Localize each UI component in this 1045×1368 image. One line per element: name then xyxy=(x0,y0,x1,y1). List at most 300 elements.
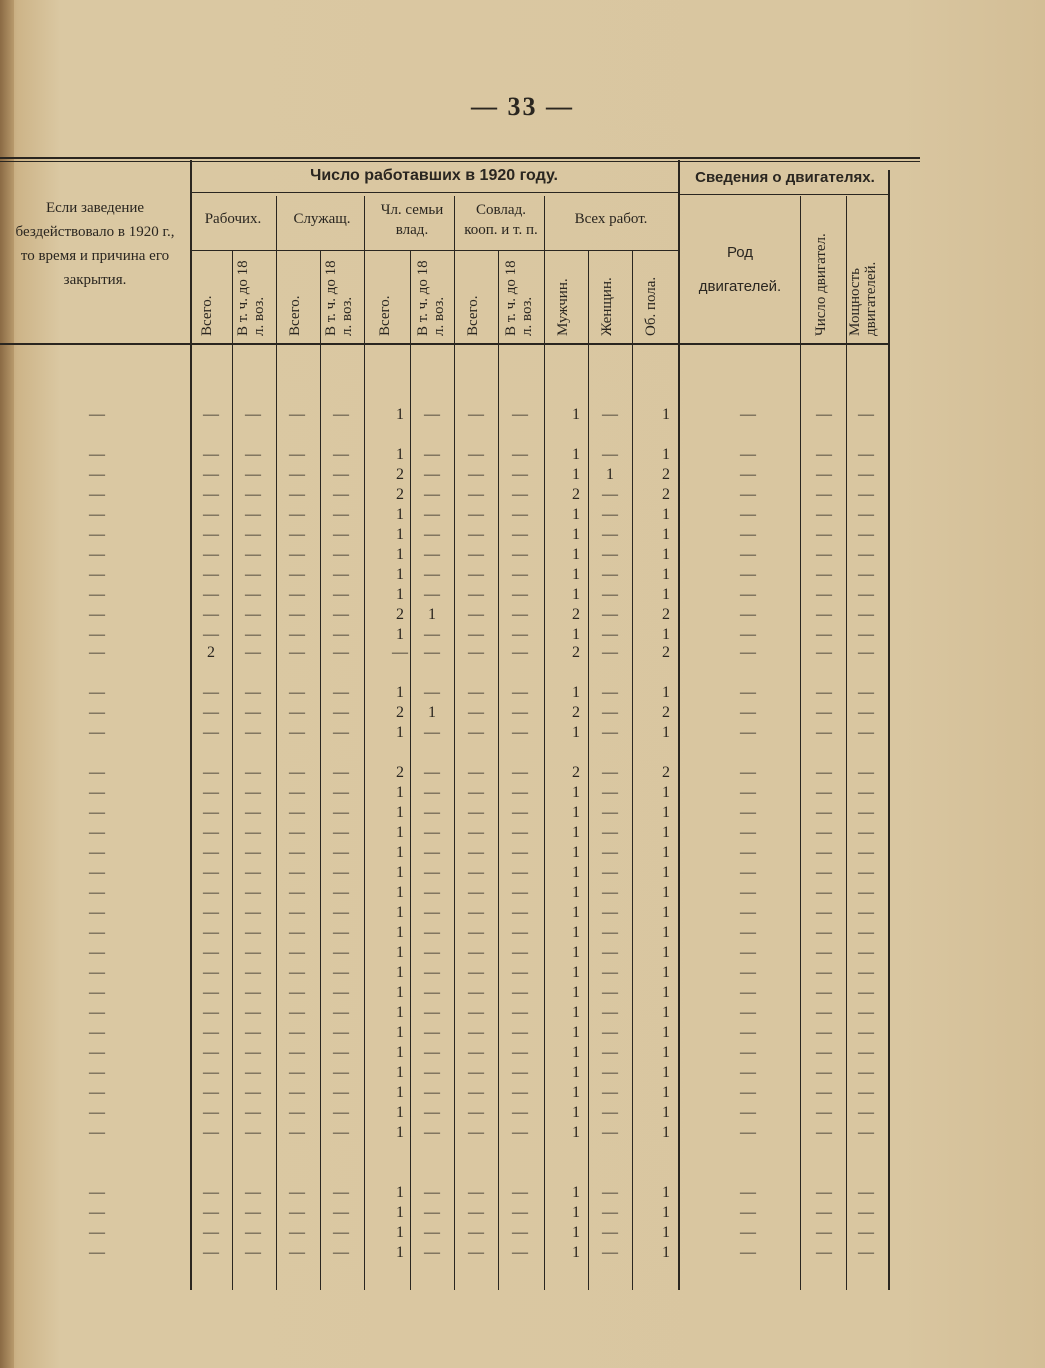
table-cell: — xyxy=(740,864,756,881)
table-cell: — xyxy=(333,1024,349,1041)
table-cell: — xyxy=(858,764,874,781)
table-cell: — xyxy=(468,586,484,603)
table-cell: 2 xyxy=(662,466,670,483)
table-cell: 2 xyxy=(396,704,404,721)
table-cell: — xyxy=(602,586,618,603)
table-cell: — xyxy=(289,684,305,701)
table-cell: 1 xyxy=(662,1224,670,1241)
table-cell: — xyxy=(333,1244,349,1261)
table-cell: — xyxy=(203,1064,219,1081)
table-cell: — xyxy=(468,1124,484,1141)
table-cell: — xyxy=(858,566,874,583)
table-cell: 1 xyxy=(396,506,404,523)
table-cell: 2 xyxy=(396,764,404,781)
table-cell: — xyxy=(424,804,440,821)
table-cell: — xyxy=(289,944,305,961)
table-cell: — xyxy=(203,1124,219,1141)
table-cell: — xyxy=(740,1124,756,1141)
table-cell: — xyxy=(89,864,105,881)
table-cell: — xyxy=(512,644,528,661)
table-cell: — xyxy=(89,804,105,821)
table-cell: 1 xyxy=(662,506,670,523)
table-cell: — xyxy=(333,1064,349,1081)
table-cell: — xyxy=(245,506,261,523)
table-cell: — xyxy=(203,684,219,701)
table-cell: — xyxy=(245,526,261,543)
table-cell: 2 xyxy=(662,644,670,661)
table-cell: — xyxy=(245,626,261,643)
table-cell: 2 xyxy=(662,704,670,721)
table-cell: 1 xyxy=(572,1064,580,1081)
table-cell: — xyxy=(858,984,874,1001)
table-cell: — xyxy=(468,764,484,781)
table-cell: — xyxy=(89,1124,105,1141)
table-cell: — xyxy=(512,1084,528,1101)
engine-kind-header xyxy=(680,236,800,304)
table-cell: — xyxy=(89,606,105,623)
table-cell: — xyxy=(333,586,349,603)
table-cell: — xyxy=(289,1004,305,1021)
table-cell: — xyxy=(512,844,528,861)
table-cell: — xyxy=(512,406,528,423)
table-cell: — xyxy=(289,606,305,623)
subgroup-owner-family: Чл. семьи влад. xyxy=(380,202,444,238)
table-cell: — xyxy=(602,644,618,661)
table-cell: — xyxy=(333,784,349,801)
table-cell: 1 xyxy=(396,626,404,643)
table-cell: 1 xyxy=(396,684,404,701)
table-cell: — xyxy=(245,1044,261,1061)
table-cell: — xyxy=(740,1184,756,1201)
table-cell: — xyxy=(468,804,484,821)
table-cell: — xyxy=(245,824,261,841)
table-cell: — xyxy=(203,824,219,841)
table-cell: 1 xyxy=(396,844,404,861)
column-rule xyxy=(632,250,633,1290)
table-cell: — xyxy=(858,844,874,861)
table-cell: — xyxy=(858,1224,874,1241)
table-cell: — xyxy=(602,784,618,801)
engine-power-header: Мощность двигателей. xyxy=(847,261,879,336)
table-cell: 1 xyxy=(396,1084,404,1101)
table-cell: — xyxy=(816,546,832,563)
table-cell: — xyxy=(333,1104,349,1121)
workers-group-header: Число работавших в 1920 году. xyxy=(310,167,558,184)
table-cell: 1 xyxy=(428,704,436,721)
table-cell: — xyxy=(740,1004,756,1021)
table-cell: — xyxy=(858,1244,874,1261)
table-cell: — xyxy=(468,784,484,801)
table-cell: — xyxy=(512,904,528,921)
table-cell: 2 xyxy=(572,704,580,721)
table-cell: — xyxy=(816,1024,832,1041)
subcol-label-6: В т. ч. до 18 л. воз. xyxy=(415,260,447,336)
table-cell: — xyxy=(602,804,618,821)
table-cell: — xyxy=(203,984,219,1001)
table-cell: 1 xyxy=(396,1104,404,1121)
table-cell: — xyxy=(512,964,528,981)
table-cell: — xyxy=(424,824,440,841)
table-cell: — xyxy=(602,1084,618,1101)
table-cell: — xyxy=(333,944,349,961)
column-rule xyxy=(544,196,545,1290)
table-cell: — xyxy=(424,466,440,483)
subgroup-underline xyxy=(190,250,678,251)
table-cell: — xyxy=(89,784,105,801)
table-cell: — xyxy=(602,904,618,921)
table-cell: 2 xyxy=(572,644,580,661)
table-cell: 1 xyxy=(662,904,670,921)
table-cell: — xyxy=(858,1004,874,1021)
table-cell: — xyxy=(858,724,874,741)
column-rule xyxy=(320,250,321,1290)
subcol-label-10: Женщин. xyxy=(599,277,615,336)
table-cell: 1 xyxy=(572,1024,580,1041)
table-cell: — xyxy=(289,546,305,563)
table-cell: 2 xyxy=(662,606,670,623)
table-cell: — xyxy=(468,506,484,523)
table-cell: 1 xyxy=(572,406,580,423)
table-cell: — xyxy=(289,704,305,721)
table-cell: — xyxy=(602,824,618,841)
table-cell: 2 xyxy=(662,764,670,781)
table-cell: — xyxy=(602,764,618,781)
table-cell: 1 xyxy=(572,944,580,961)
table-cell: — xyxy=(858,466,874,483)
table-cell: — xyxy=(602,884,618,901)
table-cell: — xyxy=(89,964,105,981)
table-cell: — xyxy=(424,1184,440,1201)
table-top-rule xyxy=(0,157,920,159)
table-cell: 1 xyxy=(662,1004,670,1021)
table-cell: 1 xyxy=(572,904,580,921)
table-cell: — xyxy=(512,586,528,603)
table-cell: — xyxy=(512,526,528,543)
table-cell: — xyxy=(816,1244,832,1261)
table-cell: — xyxy=(424,1104,440,1121)
table-cell: — xyxy=(289,626,305,643)
table-cell: — xyxy=(203,1004,219,1021)
table-cell: — xyxy=(468,1044,484,1061)
table-cell: — xyxy=(858,804,874,821)
table-cell: — xyxy=(740,526,756,543)
table-cell: 1 xyxy=(428,606,436,623)
table-cell: 1 xyxy=(572,546,580,563)
table-cell: — xyxy=(392,644,408,661)
table-cell: — xyxy=(289,1124,305,1141)
table-cell: — xyxy=(858,784,874,801)
table-cell: — xyxy=(858,1124,874,1141)
table-cell: — xyxy=(289,1024,305,1041)
table-cell: — xyxy=(333,486,349,503)
table-cell: — xyxy=(333,1224,349,1241)
table-cell: — xyxy=(203,864,219,881)
table-cell: 1 xyxy=(662,724,670,741)
table-cell: 1 xyxy=(572,586,580,603)
table-cell: — xyxy=(816,1004,832,1021)
table-cell: 1 xyxy=(572,466,580,483)
table-cell: — xyxy=(289,486,305,503)
table-cell: — xyxy=(333,964,349,981)
table-top-rule-thin xyxy=(0,161,920,162)
table-cell: — xyxy=(512,684,528,701)
table-cell: 1 xyxy=(662,1184,670,1201)
table-cell: 1 xyxy=(662,1124,670,1141)
column-rule xyxy=(888,170,890,1290)
table-cell: 1 xyxy=(662,964,670,981)
table-cell: — xyxy=(740,1044,756,1061)
table-cell: — xyxy=(602,446,618,463)
table-cell: 1 xyxy=(396,546,404,563)
table-cell: — xyxy=(858,884,874,901)
table-cell: 1 xyxy=(572,824,580,841)
table-cell: — xyxy=(602,486,618,503)
subcol-label-7: Всего. xyxy=(465,295,481,336)
engine-kind-label: Род двигателей. xyxy=(698,244,782,295)
table-cell: — xyxy=(602,1024,618,1041)
table-cell: — xyxy=(333,864,349,881)
table-cell: — xyxy=(512,506,528,523)
table-cell: 1 xyxy=(572,884,580,901)
table-cell: — xyxy=(424,506,440,523)
table-cell: — xyxy=(89,1064,105,1081)
table-cell: 2 xyxy=(572,764,580,781)
table-cell: — xyxy=(245,1124,261,1141)
table-cell: — xyxy=(512,546,528,563)
table-cell: — xyxy=(89,984,105,1001)
table-cell: — xyxy=(289,804,305,821)
table-cell: — xyxy=(89,924,105,941)
table-cell: — xyxy=(89,586,105,603)
table-cell: — xyxy=(602,1124,618,1141)
table-cell: 1 xyxy=(662,546,670,563)
table-cell: — xyxy=(424,1204,440,1221)
table-cell: — xyxy=(89,1104,105,1121)
table-cell: — xyxy=(424,586,440,603)
table-cell: — xyxy=(858,824,874,841)
table-cell: 1 xyxy=(572,804,580,821)
table-cell: — xyxy=(512,606,528,623)
table-cell: — xyxy=(740,804,756,821)
table-cell: 1 xyxy=(662,446,670,463)
table-cell: — xyxy=(602,724,618,741)
table-cell: — xyxy=(602,606,618,623)
reason-column-header: Если заведение бездействовало в 1920 г., то время и причина его закрытия. xyxy=(15,200,175,288)
table-cell: — xyxy=(816,964,832,981)
table-cell: 1 xyxy=(662,784,670,801)
table-cell: — xyxy=(424,1084,440,1101)
table-cell: — xyxy=(245,486,261,503)
table-cell: — xyxy=(89,724,105,741)
table-cell: — xyxy=(89,546,105,563)
table-cell: — xyxy=(512,1224,528,1241)
table-cell: 1 xyxy=(662,1024,670,1041)
table-cell: — xyxy=(816,844,832,861)
table-cell: — xyxy=(245,606,261,623)
table-cell: — xyxy=(289,764,305,781)
table-cell: — xyxy=(858,644,874,661)
table-cell: — xyxy=(468,1104,484,1121)
table-cell: — xyxy=(289,924,305,941)
table-cell: — xyxy=(602,684,618,701)
table-cell: — xyxy=(468,844,484,861)
table-cell: — xyxy=(512,1004,528,1021)
table-cell: — xyxy=(245,884,261,901)
table-cell: — xyxy=(89,844,105,861)
table-cell: — xyxy=(333,1044,349,1061)
table-cell: — xyxy=(245,804,261,821)
table-cell: — xyxy=(816,406,832,423)
table-cell: — xyxy=(602,984,618,1001)
table-cell: — xyxy=(289,446,305,463)
table-cell: — xyxy=(245,566,261,583)
table-cell: — xyxy=(512,824,528,841)
table-cell: — xyxy=(203,1184,219,1201)
table-cell: — xyxy=(512,466,528,483)
table-cell: — xyxy=(424,546,440,563)
table-cell: — xyxy=(333,566,349,583)
table-cell: 1 xyxy=(396,1184,404,1201)
table-cell: — xyxy=(858,546,874,563)
table-cell: — xyxy=(816,924,832,941)
table-cell: — xyxy=(333,1124,349,1141)
table-cell: — xyxy=(740,824,756,841)
table-cell: 1 xyxy=(396,406,404,423)
table-cell: — xyxy=(740,506,756,523)
subgroup-workers: Рабочих. xyxy=(204,211,262,227)
table-cell: — xyxy=(245,466,261,483)
table-cell: 1 xyxy=(572,566,580,583)
table-cell: — xyxy=(468,904,484,921)
table-cell: — xyxy=(468,466,484,483)
table-cell: — xyxy=(89,1084,105,1101)
table-cell: 1 xyxy=(662,844,670,861)
table-cell: 2 xyxy=(572,606,580,623)
table-cell: 1 xyxy=(662,1084,670,1101)
table-cell: — xyxy=(468,1244,484,1261)
table-cell: — xyxy=(333,984,349,1001)
table-cell: — xyxy=(740,684,756,701)
table-cell: — xyxy=(289,884,305,901)
subcol-label-5: Всего. xyxy=(377,295,393,336)
table-cell: 1 xyxy=(396,964,404,981)
table-cell: — xyxy=(245,864,261,881)
table-cell: 1 xyxy=(396,784,404,801)
table-cell: — xyxy=(512,884,528,901)
column-rule xyxy=(364,196,365,1290)
table-cell: 1 xyxy=(572,1204,580,1221)
table-cell: — xyxy=(333,1004,349,1021)
table-cell: — xyxy=(245,644,261,661)
table-cell: — xyxy=(858,446,874,463)
table-cell: — xyxy=(602,506,618,523)
table-cell: — xyxy=(424,1244,440,1261)
table-cell: 1 xyxy=(662,824,670,841)
table-cell: 1 xyxy=(572,684,580,701)
table-cell: — xyxy=(816,704,832,721)
table-cell: — xyxy=(289,1184,305,1201)
engine-count-header: Число двигател. xyxy=(813,233,829,336)
table-cell: — xyxy=(816,764,832,781)
table-cell: — xyxy=(424,406,440,423)
table-cell: 1 xyxy=(396,824,404,841)
table-cell: — xyxy=(602,864,618,881)
table-cell: — xyxy=(245,924,261,941)
table-cell: — xyxy=(602,1224,618,1241)
table-cell: — xyxy=(245,764,261,781)
table-cell: 1 xyxy=(396,924,404,941)
table-cell: — xyxy=(245,844,261,861)
table-cell: — xyxy=(424,784,440,801)
table-cell: — xyxy=(424,526,440,543)
table-cell: — xyxy=(740,944,756,961)
table-cell: 1 xyxy=(662,864,670,881)
table-cell: — xyxy=(333,546,349,563)
table-cell: — xyxy=(468,864,484,881)
table-cell: — xyxy=(858,924,874,941)
table-cell: — xyxy=(89,824,105,841)
table-cell: — xyxy=(512,626,528,643)
table-cell: — xyxy=(245,784,261,801)
table-cell: — xyxy=(203,1244,219,1261)
table-cell: — xyxy=(468,606,484,623)
table-cell: 1 xyxy=(572,446,580,463)
table-cell: 1 xyxy=(572,1004,580,1021)
table-cell: — xyxy=(512,944,528,961)
table-cell: — xyxy=(740,546,756,563)
table-cell: — xyxy=(468,1064,484,1081)
table-cell: — xyxy=(203,804,219,821)
table-cell: 1 xyxy=(572,1224,580,1241)
table-cell: 1 xyxy=(662,944,670,961)
table-cell: — xyxy=(89,764,105,781)
table-cell: — xyxy=(89,1004,105,1021)
table-cell: — xyxy=(740,724,756,741)
table-cell: — xyxy=(468,1004,484,1021)
table-cell: 1 xyxy=(396,1044,404,1061)
table-cell: — xyxy=(289,466,305,483)
table-cell: — xyxy=(512,984,528,1001)
table-cell: 1 xyxy=(396,804,404,821)
table-cell: — xyxy=(245,546,261,563)
table-cell: — xyxy=(816,1204,832,1221)
column-rule xyxy=(498,250,499,1290)
table-cell: 1 xyxy=(662,1244,670,1261)
table-cell: — xyxy=(512,924,528,941)
table-cell: — xyxy=(245,1104,261,1121)
table-cell: — xyxy=(89,1204,105,1221)
table-cell: — xyxy=(333,526,349,543)
subgroup-all-workers: Всех работ. xyxy=(574,211,648,227)
table-cell: — xyxy=(89,506,105,523)
table-cell: 1 xyxy=(396,984,404,1001)
table-cell: — xyxy=(289,526,305,543)
table-cell: 1 xyxy=(396,1004,404,1021)
table-cell: — xyxy=(858,1024,874,1041)
table-cell: — xyxy=(89,1024,105,1041)
table-cell: — xyxy=(203,506,219,523)
table-cell: 1 xyxy=(572,924,580,941)
table-cell: 2 xyxy=(396,466,404,483)
table-cell: — xyxy=(740,466,756,483)
table-cell: — xyxy=(424,944,440,961)
table-cell: — xyxy=(245,704,261,721)
table-cell: — xyxy=(816,1184,832,1201)
table-cell: — xyxy=(468,1184,484,1201)
table-cell: — xyxy=(468,984,484,1001)
table-cell: — xyxy=(203,1224,219,1241)
table-cell: — xyxy=(816,606,832,623)
